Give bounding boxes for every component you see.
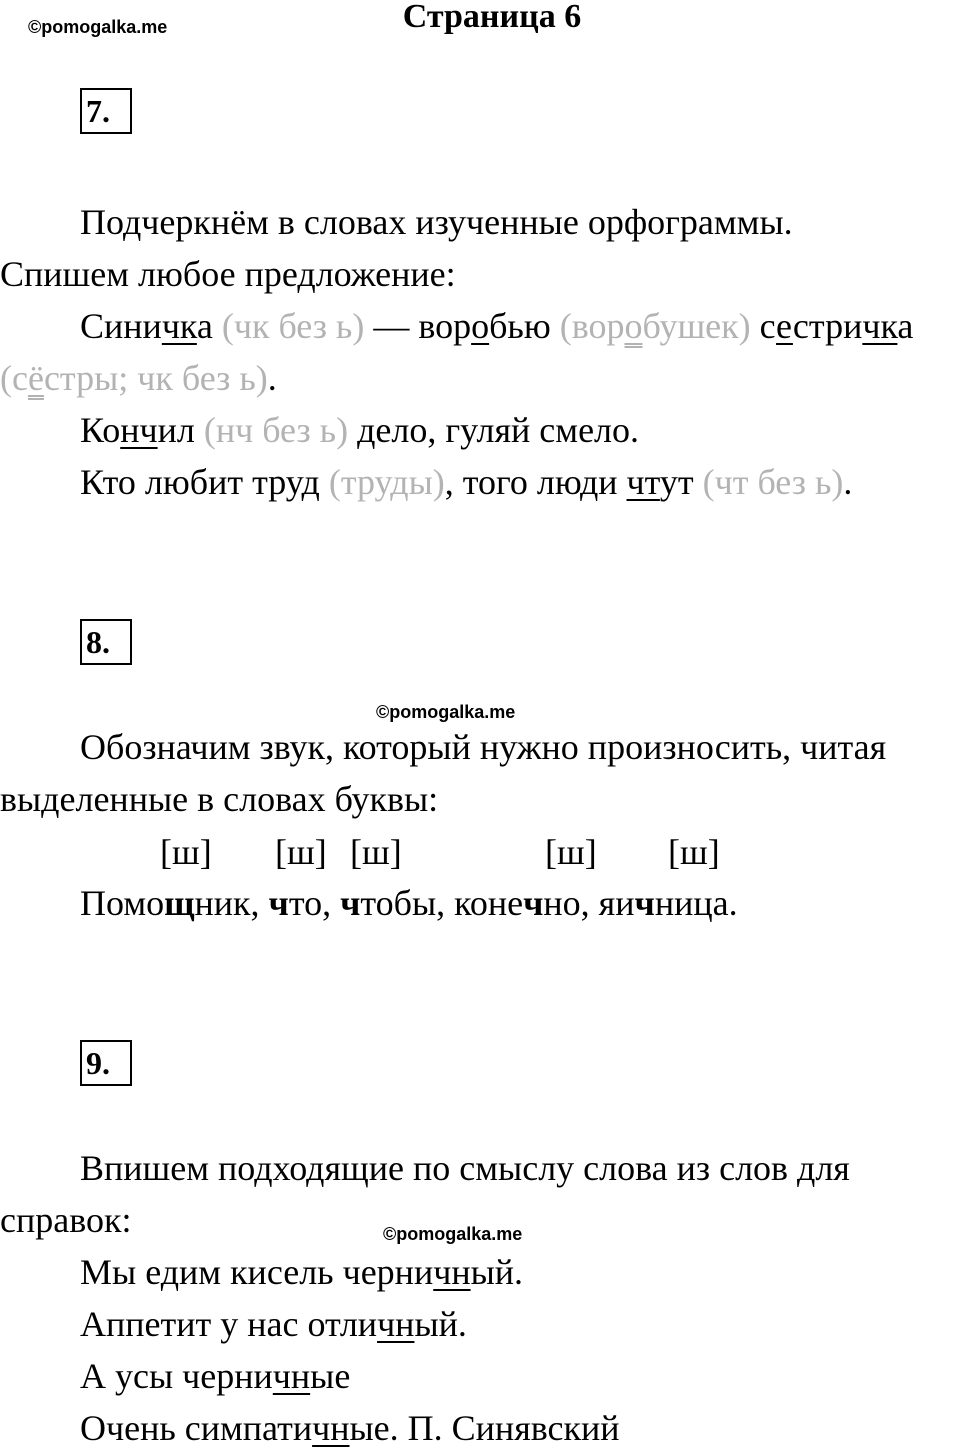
hint-text: ы)	[408, 462, 445, 502]
text-segment: справок:	[0, 1200, 132, 1240]
hint-text: (чк без ь)	[221, 306, 365, 346]
text-line	[80, 1402, 620, 1448]
text-segment: ник,	[194, 883, 269, 923]
text-segment	[320, 462, 329, 502]
text-segment: а	[196, 306, 222, 346]
text-segment: Подчеркнём в словах изученные орфограммы.	[80, 202, 793, 242]
text-segment: , того люди	[444, 462, 627, 502]
text-line	[80, 877, 738, 929]
page-title: Страница 6	[402, 0, 582, 35]
text-segment: ый.	[414, 1304, 467, 1344]
transcription: [ш]	[275, 832, 327, 872]
orthogram: чк	[862, 306, 898, 346]
orthogram: чт	[626, 462, 660, 502]
watermark: ©pomogalka.me	[28, 17, 168, 37]
text-line	[80, 1246, 523, 1298]
text-segment: .	[267, 358, 277, 398]
text-line	[80, 721, 886, 773]
text-line	[80, 1298, 467, 1350]
text-line	[80, 456, 852, 508]
text-segment: ил	[157, 410, 204, 450]
hint-text: стры; чк без ь)	[43, 358, 268, 398]
orthogram: чн	[272, 1356, 311, 1396]
text-line	[0, 352, 277, 404]
text-segment: Спишем любое предложение:	[0, 254, 456, 294]
text-segment: Помо	[80, 883, 165, 923]
orthogram: чн	[377, 1304, 415, 1344]
watermark: ©pomogalka.me	[376, 702, 516, 722]
text-segment: выделенные в словах буквы:	[0, 779, 439, 819]
text-segment: Впишем подходящие по смыслу слова из слов для	[80, 1148, 850, 1188]
watermark: ©pomogalka.me	[383, 1224, 523, 1244]
orthogram: нч	[120, 410, 158, 450]
text-segment: а	[897, 306, 914, 346]
text-line	[80, 1142, 850, 1194]
text-segment: но, яи	[543, 883, 635, 923]
highlighted-letter: ч	[268, 883, 289, 923]
text-segment: Сини	[80, 306, 162, 346]
text-line	[80, 404, 639, 456]
hint-text: (нч без ь)	[203, 410, 349, 450]
text-segment: тобы, коне	[360, 883, 524, 923]
orthogram: чн	[312, 1408, 350, 1448]
text-segment: — вор	[364, 306, 472, 346]
hint-text: о	[624, 306, 643, 346]
text-segment: то,	[288, 883, 341, 923]
hint-text: (тру	[328, 462, 391, 502]
text-line	[80, 1350, 350, 1402]
task-number: 7.	[80, 88, 132, 134]
text-segment: ый.	[470, 1252, 524, 1292]
task-number: 9.	[80, 1040, 132, 1086]
transcription: [ш]	[350, 832, 402, 872]
hint-text: (с	[0, 358, 28, 398]
highlighted-letter: щ	[164, 883, 195, 923]
transcription: [ш]	[668, 832, 720, 872]
text-segment: Очень симпати	[80, 1408, 313, 1448]
task-number: 8.	[80, 619, 132, 665]
text-line	[0, 773, 438, 825]
text-segment: дело, гуляй смело.	[348, 410, 640, 450]
text-segment: А усы черни	[80, 1356, 273, 1396]
text-segment: ница.	[654, 883, 738, 923]
highlighted-letter: ч	[634, 883, 655, 923]
text-segment: Мы едим кисель черни	[80, 1252, 434, 1292]
text-segment: с	[750, 306, 777, 346]
text-line	[80, 196, 793, 248]
hint-text: ё	[27, 358, 44, 398]
text-segment: Ко	[80, 410, 121, 450]
text-line	[80, 300, 913, 352]
orthogram: чк	[161, 306, 197, 346]
orthogram: чн	[433, 1252, 471, 1292]
hint-text: д	[390, 462, 409, 502]
highlighted-letter: ч	[340, 883, 361, 923]
text-segment: .	[843, 462, 853, 502]
highlighted-letter: ч	[523, 883, 544, 923]
text-segment: Обозначим звук, который нужно произносить, читая	[80, 727, 887, 767]
orthogram: о	[471, 306, 490, 346]
text-segment: стри	[792, 306, 863, 346]
hint-text: (чт без ь)	[702, 462, 844, 502]
text-line	[0, 248, 456, 300]
transcription: [ш]	[160, 832, 212, 872]
text-segment: ые	[310, 1356, 351, 1396]
orthogram: д	[301, 462, 320, 502]
hint-text: (вор	[559, 306, 625, 346]
hint-text: бушек)	[642, 306, 751, 346]
text-segment: Кто любит тру	[80, 462, 302, 502]
text-segment: ут	[659, 462, 703, 502]
text-segment: ые. П. Синявский	[349, 1408, 620, 1448]
text-segment: бью	[489, 306, 560, 346]
orthogram: е	[776, 306, 793, 346]
transcription: [ш]	[545, 832, 597, 872]
text-segment: Аппетит у нас отли	[80, 1304, 378, 1344]
text-line	[0, 1194, 131, 1246]
